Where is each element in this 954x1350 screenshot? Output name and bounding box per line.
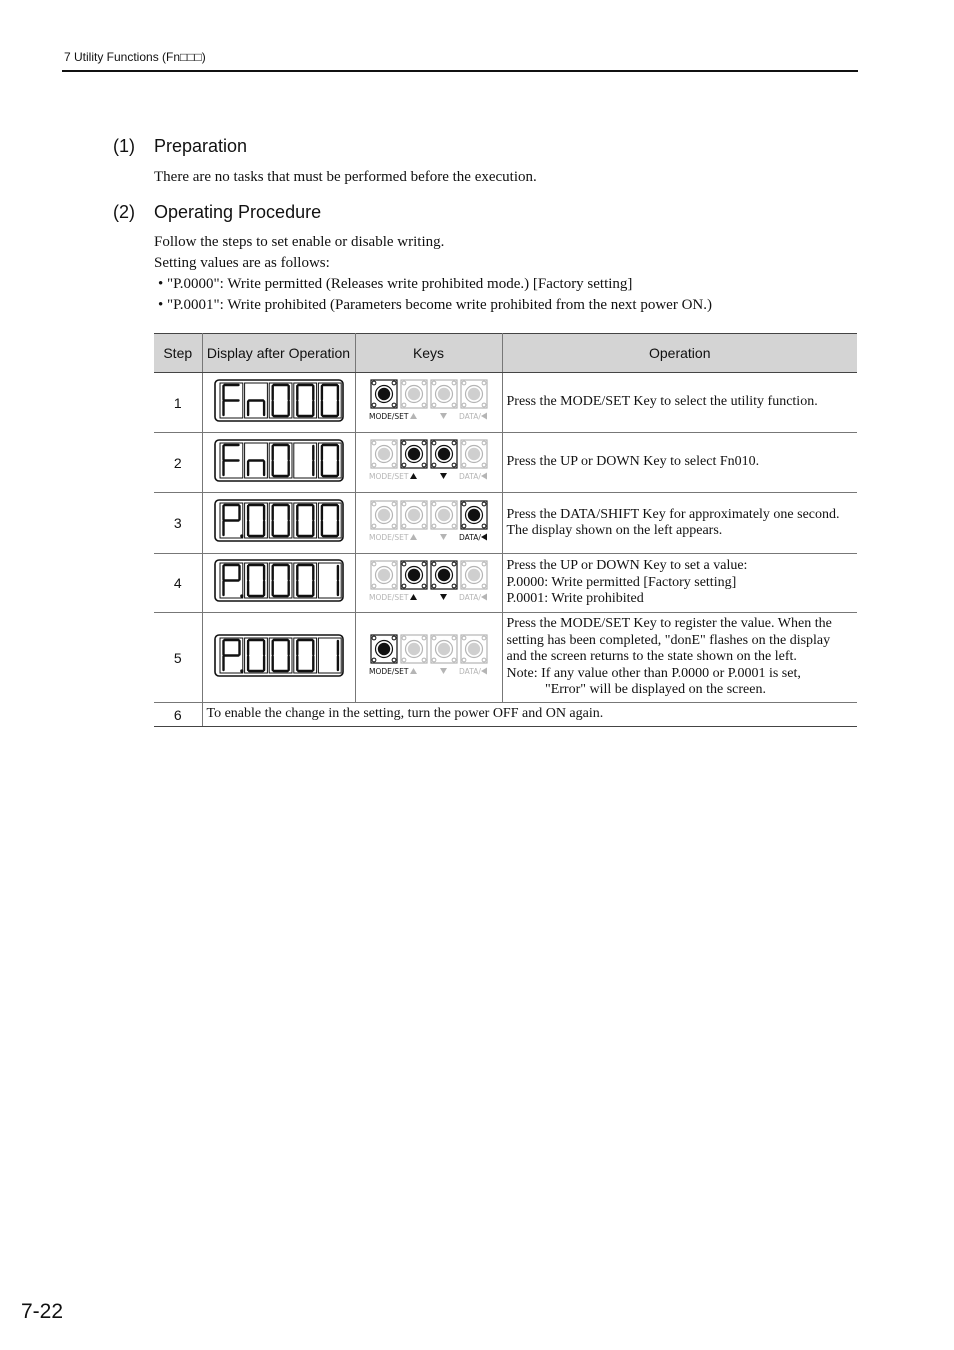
operation-line: setting has been completed, "donE" flashes on the display: [506, 632, 831, 648]
table-row: [154, 433, 857, 493]
key-panel: [367, 559, 491, 608]
lcd-digit: [318, 503, 341, 538]
down-key: [431, 501, 457, 529]
lcd-frame: [214, 379, 344, 422]
lcd-digit: [269, 638, 292, 673]
lcd-digit: [220, 638, 243, 673]
data-shift-key-label: DATA/: [458, 667, 481, 676]
display-cell: [202, 433, 355, 493]
procedure-intro: [154, 232, 712, 316]
lcd-digit: [220, 563, 243, 598]
lcd-digit: [269, 443, 292, 478]
lcd-display: [214, 379, 344, 427]
operation-line: Press the UP or DOWN Key to set a value:: [506, 558, 748, 574]
lcd-digit: [293, 563, 316, 598]
lcd-digit: [318, 443, 341, 478]
lcd-digit: [244, 503, 267, 538]
lcd-display: [214, 634, 344, 682]
section-heading-procedure: [113, 202, 321, 223]
lcd-display: [214, 499, 344, 547]
lcd-frame: [214, 499, 344, 542]
key-panel: [367, 438, 491, 487]
step-number: 1: [154, 373, 202, 433]
step-number: 6: [154, 703, 202, 727]
keys-cell: [355, 373, 502, 433]
lcd-display: [214, 559, 344, 607]
up-arrow-icon: [410, 594, 417, 600]
step-number: 2: [154, 433, 202, 493]
display-cell: [202, 613, 355, 703]
setting-value-bullet: • "P.0001": Write prohibited (Parameters become write prohibited from the next power ON.): [158, 297, 712, 313]
operation-cell: [502, 373, 857, 433]
section-title: Operating Procedure: [154, 202, 322, 222]
data-shift-key-label: DATA/: [458, 532, 481, 542]
left-arrow-icon: [481, 593, 487, 600]
header-keys: Keys: [355, 334, 502, 373]
mode-set-key-label: MODE/SET: [368, 592, 408, 602]
data-key: [461, 635, 487, 663]
down-arrow-icon: [440, 473, 447, 479]
table-row: [154, 493, 857, 554]
lcd-digit: [244, 383, 267, 418]
lcd-digit: [220, 503, 243, 538]
left-arrow-icon: [481, 533, 487, 540]
operation-cell: [502, 493, 857, 554]
section-number: (1): [113, 136, 135, 156]
lcd-frame: [214, 439, 344, 482]
data-shift-key-label: DATA/: [458, 592, 481, 602]
mode-set-key-label: MODE/SET: [368, 667, 408, 676]
mode-set-key-label: MODE/SET: [368, 472, 408, 481]
up-key-pressed: [401, 440, 427, 468]
key-panel: [367, 499, 491, 548]
up-key: [401, 380, 427, 408]
operation-line: P.0000: Write permitted [Factory setting]: [506, 574, 737, 590]
table-row: [154, 613, 857, 703]
operation-line: Note: If any value other than P.0000 or P.0001 is set,: [506, 665, 801, 681]
operation-line: Press the MODE/SET Key to register the value. When the: [506, 616, 832, 632]
header-display: Display after Operation: [202, 334, 355, 373]
lcd-frame: [214, 634, 344, 677]
down-key: [431, 635, 457, 663]
step-number: 5: [154, 613, 202, 703]
lcd-digit: [244, 563, 267, 598]
mode-key-pressed: [371, 635, 397, 663]
up-key: [401, 501, 427, 529]
down-arrow-icon: [440, 594, 447, 600]
data-key: [461, 561, 487, 589]
up-arrow-icon: [410, 534, 417, 540]
operation-line: "Error" will be displayed on the screen.: [506, 682, 766, 698]
setting-values-intro: Setting values are as follows:: [154, 255, 330, 271]
procedure-table: [154, 333, 857, 727]
lcd-digit: [293, 443, 316, 478]
lcd-digit: [269, 563, 292, 598]
step-number: 3: [154, 493, 202, 554]
down-key-pressed: [431, 440, 457, 468]
key-panel-graphic: [367, 438, 491, 482]
lcd-frame: [214, 559, 344, 602]
left-arrow-icon: [481, 473, 487, 480]
down-key-pressed: [431, 561, 457, 589]
down-arrow-icon: [440, 534, 447, 540]
left-arrow-icon: [481, 668, 487, 675]
operation-cell: [502, 613, 857, 703]
setting-value-bullet: • "P.0000": Write permitted (Releases write prohibited mode.) [Factory setting]: [158, 276, 633, 292]
display-cell: [202, 373, 355, 433]
lcd-digit: [269, 383, 292, 418]
up-arrow-icon: [410, 668, 417, 674]
mode-set-key-label: MODE/SET: [368, 532, 408, 542]
operation-cell: [502, 433, 857, 493]
display-cell: [202, 554, 355, 613]
down-arrow-icon: [440, 413, 447, 419]
up-arrow-icon: [410, 473, 417, 479]
lcd-display: [214, 439, 344, 487]
up-arrow-icon: [410, 413, 417, 419]
lcd-digit: [318, 638, 341, 673]
procedure-intro-line: Follow the steps to set enable or disable writing.: [154, 234, 445, 250]
lcd-digit: [293, 383, 316, 418]
mode-key: [371, 501, 397, 529]
key-panel-graphic: [367, 633, 491, 677]
section-heading-preparation: [113, 136, 247, 157]
keys-cell: [355, 433, 502, 493]
operation-line: and the screen returns to the state shown on the left.: [506, 649, 797, 665]
section-title: Preparation: [154, 136, 248, 156]
up-key: [401, 635, 427, 663]
keys-cell: [355, 613, 502, 703]
key-panel-graphic: [367, 559, 491, 603]
display-cell: [202, 493, 355, 554]
key-panel-graphic: [367, 378, 491, 422]
section-number: (2): [113, 202, 135, 222]
mode-key: [371, 561, 397, 589]
lcd-digit: [318, 563, 341, 598]
lcd-digit: [318, 383, 341, 418]
mode-set-key-label: MODE/SET: [368, 412, 408, 421]
lcd-digit: [220, 383, 243, 418]
data-shift-key-label: DATA/: [458, 412, 481, 421]
operation-line: The display shown on the left appears.: [506, 523, 723, 538]
preparation-text: There are no tasks that must be performed before the execution.: [154, 169, 537, 185]
table-header-row: [154, 334, 857, 373]
operation-line: Press the MODE/SET Key to select the utility function.: [506, 394, 818, 410]
down-arrow-icon: [440, 668, 447, 674]
lcd-digit: [244, 443, 267, 478]
header-step: Step: [154, 334, 202, 373]
key-panel: [367, 378, 491, 427]
key-panel: [367, 633, 491, 682]
up-key-pressed: [401, 561, 427, 589]
down-key: [431, 380, 457, 408]
header-rule: [62, 70, 858, 72]
lcd-digit: [293, 638, 316, 673]
keys-cell: [355, 554, 502, 613]
operation-cell: [502, 554, 857, 613]
data-key: [461, 380, 487, 408]
data-shift-key-label: DATA/: [458, 472, 481, 481]
header-operation: Operation: [502, 334, 857, 373]
left-arrow-icon: [481, 413, 487, 420]
lcd-digit: [220, 443, 243, 478]
table-row: [154, 373, 857, 433]
key-panel-graphic: [367, 499, 491, 543]
operation-line: P.0001: Write prohibited: [506, 591, 644, 607]
final-step-text: To enable the change in the setting, turn the power OFF and ON again.: [202, 703, 857, 727]
lcd-digit: [293, 503, 316, 538]
table-row: [154, 703, 857, 727]
mode-key-pressed: [371, 380, 397, 408]
operation-line: Press the DATA/SHIFT Key for approximately one second.: [506, 506, 840, 522]
lcd-digit: [244, 638, 267, 673]
data-key: [461, 440, 487, 468]
data-key-pressed: [461, 501, 487, 529]
mode-key: [371, 440, 397, 468]
page-number: 7-22: [21, 1300, 64, 1323]
running-header: 7 Utility Functions (Fn□□□): [64, 50, 206, 64]
table-row: [154, 554, 857, 613]
keys-cell: [355, 493, 502, 554]
step-number: 4: [154, 554, 202, 613]
lcd-digit: [269, 503, 292, 538]
operation-line: Press the UP or DOWN Key to select Fn010.: [506, 454, 760, 470]
